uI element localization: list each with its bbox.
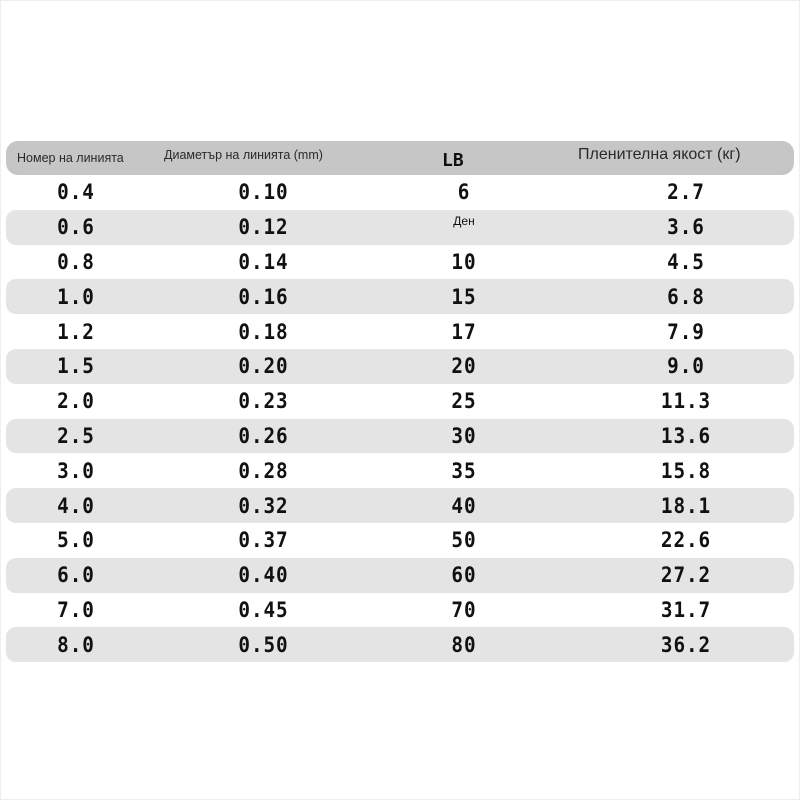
- cell-strength: 36.2: [660, 632, 712, 657]
- cell-lb: Ден: [453, 213, 475, 228]
- cell-diameter: 0.12: [238, 215, 289, 240]
- cell-lb: 60: [451, 563, 477, 588]
- table-row: [6, 593, 794, 628]
- table-row: [6, 175, 794, 210]
- cell-strength: 27.2: [660, 563, 712, 588]
- cell-diameter: 0.28: [238, 458, 289, 483]
- cell-lb: 30: [451, 423, 477, 448]
- cell-line-number: 0.4: [57, 180, 95, 205]
- cell-lb: 17: [451, 319, 477, 344]
- cell-strength: 22.6: [660, 528, 712, 553]
- cell-diameter: 0.32: [238, 493, 289, 518]
- cell-strength: 6.8: [667, 284, 705, 309]
- cell-lb: 50: [451, 528, 477, 553]
- table-row: [6, 384, 794, 419]
- header-line-number: Номер на линията: [17, 151, 124, 165]
- cell-line-number: 2.5: [57, 423, 95, 448]
- cell-line-number: 6.0: [57, 563, 95, 588]
- table-header: [6, 141, 794, 175]
- cell-line-number: 0.8: [57, 249, 95, 274]
- table-row: [6, 627, 794, 662]
- cell-strength: 3.6: [667, 215, 705, 240]
- cell-lb: 70: [451, 597, 477, 622]
- cell-lb: 6: [457, 180, 471, 205]
- cell-line-number: 5.0: [57, 528, 95, 553]
- cell-diameter: 0.10: [238, 180, 289, 205]
- cell-diameter: 0.14: [238, 249, 289, 274]
- table-row: [6, 453, 794, 488]
- cell-line-number: 1.2: [57, 319, 95, 344]
- cell-line-number: 8.0: [57, 632, 95, 657]
- cell-line-number: 7.0: [57, 597, 95, 622]
- cell-lb: 20: [451, 354, 477, 379]
- table-row: [6, 314, 794, 349]
- cell-lb: 25: [451, 389, 477, 414]
- cell-diameter: 0.26: [238, 423, 289, 448]
- cell-line-number: 1.5: [57, 354, 95, 379]
- cell-lb: 10: [451, 249, 477, 274]
- cell-diameter: 0.16: [238, 284, 289, 309]
- cell-strength: 11.3: [660, 389, 712, 414]
- cell-strength: 4.5: [667, 249, 705, 274]
- cell-strength: 18.1: [660, 493, 712, 518]
- cell-line-number: 3.0: [57, 458, 95, 483]
- cell-line-number: 4.0: [57, 493, 95, 518]
- cell-diameter: 0.37: [238, 528, 289, 553]
- line-spec-table: [6, 141, 794, 662]
- cell-line-number: 2.0: [57, 389, 95, 414]
- cell-diameter: 0.20: [238, 354, 289, 379]
- cell-diameter: 0.45: [238, 597, 289, 622]
- table-row: [6, 419, 794, 454]
- cell-lb: 35: [451, 458, 477, 483]
- cell-line-number: 1.0: [57, 284, 95, 309]
- cell-diameter: 0.40: [238, 563, 289, 588]
- table-body: [6, 175, 794, 662]
- table-row: [6, 558, 794, 593]
- cell-line-number: 0.6: [57, 215, 95, 240]
- cell-diameter: 0.50: [238, 632, 289, 657]
- table-row: [6, 523, 794, 558]
- header-breaking-strength: Пленителна якост (кг): [578, 146, 741, 163]
- table-row: [6, 488, 794, 523]
- cell-strength: 13.6: [660, 423, 712, 448]
- table-row: [6, 245, 794, 280]
- table-row: [6, 279, 794, 314]
- cell-strength: 7.9: [667, 319, 705, 344]
- header-lb: LB: [442, 149, 464, 171]
- header-line-diameter: Диаметър на линията (mm): [164, 148, 323, 162]
- cell-diameter: 0.23: [238, 389, 289, 414]
- cell-strength: 2.7: [667, 180, 705, 205]
- cell-strength: 15.8: [660, 458, 712, 483]
- table-row: [6, 210, 794, 245]
- cell-strength: 31.7: [660, 597, 712, 622]
- cell-lb: 40: [451, 493, 477, 518]
- cell-diameter: 0.18: [238, 319, 289, 344]
- table-row: [6, 349, 794, 384]
- cell-strength: 9.0: [667, 354, 705, 379]
- cell-lb: 80: [451, 632, 477, 657]
- cell-lb: 15: [451, 284, 477, 309]
